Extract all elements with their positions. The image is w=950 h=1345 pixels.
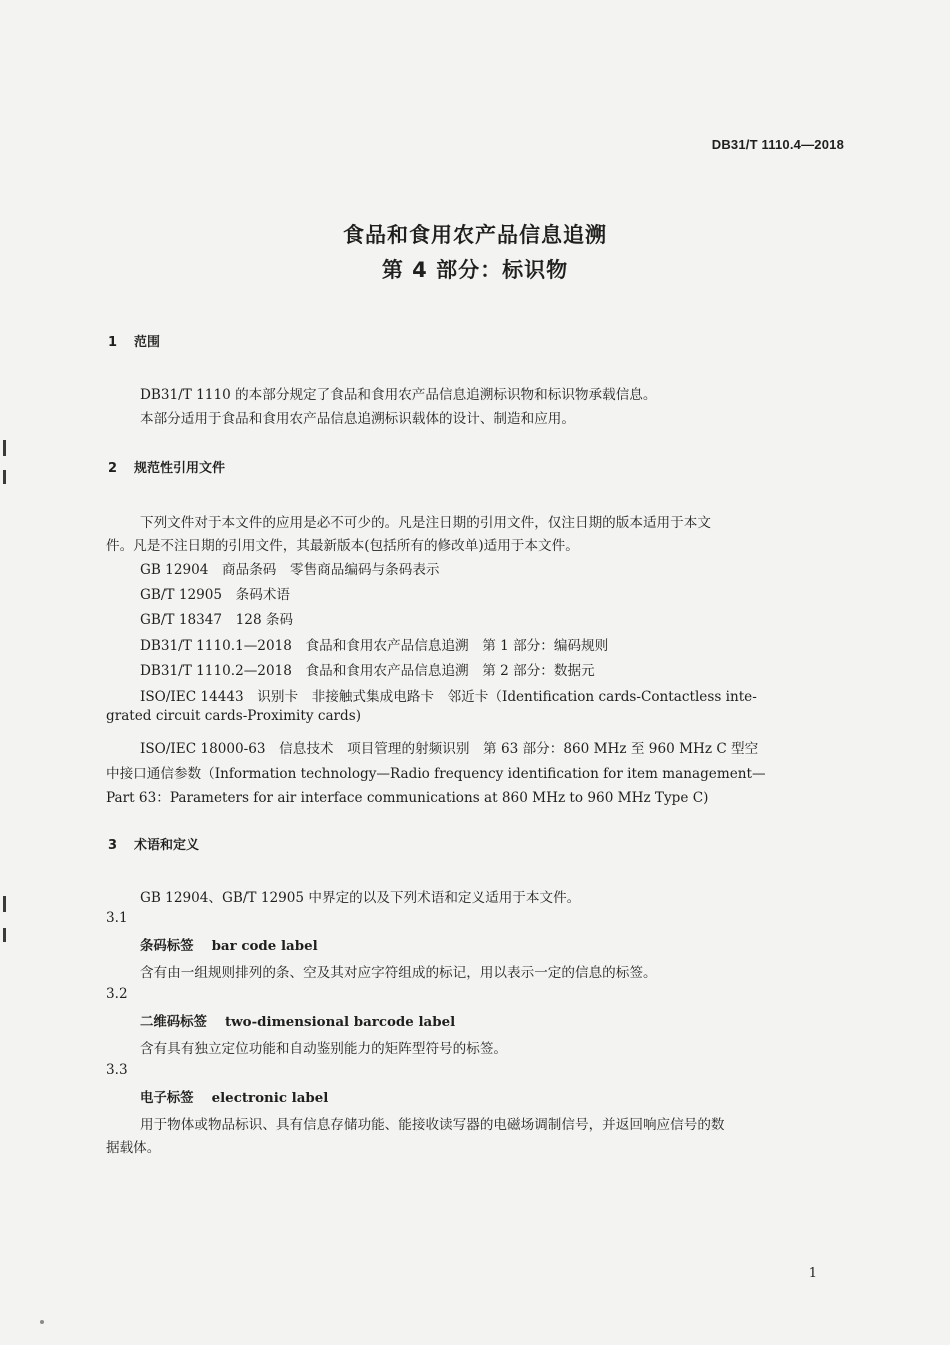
term-number: 3.3 [106,1062,128,1078]
term-heading [140,935,318,954]
reference-item: Part 63：Parameters for air interface communications at 860 MHz to 960 MHz Type C) [106,790,709,806]
reference-item: ISO/IEC 18000-63 信息技术 项目管理的射频识别 第 63 部分：860 MHz 至 960 MHz C 型空 [140,741,759,757]
paragraph: GB 12904、GB/T 12905 中界定的以及下列术语和定义适用于本文件。 [140,890,581,906]
reference-item: 中接口通信参数（Information technology—Radio frequency identification for item management— [106,766,766,782]
scan-mark [3,440,6,456]
scan-mark [3,928,6,942]
term-zh: 电子标签 [140,1090,194,1106]
term-definition: 据载体。 [106,1140,161,1156]
term-zh: 二维码标签 [140,1014,207,1030]
scan-mark [3,896,6,912]
term-en: two-dimensional barcode label [224,1014,456,1030]
standard-number: DB31/T 1110.4—2018 [711,137,844,152]
term-number: 3.2 [106,986,128,1002]
reference-item: GB/T 12905 条码术语 [140,587,291,603]
term-definition: 含有具有独立定位功能和自动鉴别能力的矩阵型符号的标签。 [140,1041,508,1057]
reference-item: ISO/IEC 14443 识别卡 非接触式集成电路卡 邻近卡（Identification cards-Contactless inte- [140,689,757,705]
reference-item: grated circuit cards-Proximity cards) [106,708,362,724]
paragraph: DB31/T 1110 的本部分规定了食品和食用农产品信息追溯标识物和标识物承载信息。 [140,387,657,403]
paragraph: 本部分适用于食品和食用农产品信息追溯标识载体的设计、制造和应用。 [140,411,575,427]
term-heading [140,1011,455,1030]
paragraph: 下列文件对于本文件的应用是必不可少的。凡是注日期的引用文件，仅注日期的版本适用于本文 [140,515,711,531]
paragraph: 件。凡是不注日期的引用文件，其最新版本(包括所有的修改单)适用于本文件。 [106,538,579,554]
term-number: 3.1 [106,910,128,926]
term-definition: 用于物体或物品标识、具有信息存储功能、能接收读写器的电磁场调制信号，并返回响应信号的数 [140,1117,725,1133]
term-zh: 条码标签 [140,938,194,954]
reference-item: DB31/T 1110.1—2018 食品和食用农产品信息追溯 第 1 部分：编码规则 [140,638,609,654]
document-subtitle: 第 4 部分：标识物 [381,258,569,282]
term-en: electronic label [211,1090,329,1106]
page-number: 1 [808,1266,817,1281]
section-number: 2 [108,461,118,476]
section-number: 3 [108,838,118,853]
reference-item: GB 12904 商品条码 零售商品编码与条码表示 [140,562,440,578]
reference-item: GB/T 18347 128 条码 [140,612,294,628]
section-title: 术语和定义 [134,838,200,853]
scan-speck [40,1320,44,1324]
section-title: 规范性引用文件 [134,461,226,476]
section-number: 1 [108,335,118,350]
term-heading [140,1087,328,1106]
section-title: 范围 [134,335,161,350]
reference-item: DB31/T 1110.2—2018 食品和食用农产品信息追溯 第 2 部分：数据元 [140,663,595,679]
term-definition: 含有由一组规则排列的条、空及其对应字符组成的标记，用以表示一定的信息的标签。 [140,965,657,981]
section-heading-terms-definitions [108,834,199,853]
term-en: bar code label [211,938,318,954]
scan-mark [3,470,6,484]
section-heading-normative-references [108,457,225,476]
document-title: 食品和食用农产品信息追溯 [343,223,607,247]
section-heading-scope [108,331,160,350]
